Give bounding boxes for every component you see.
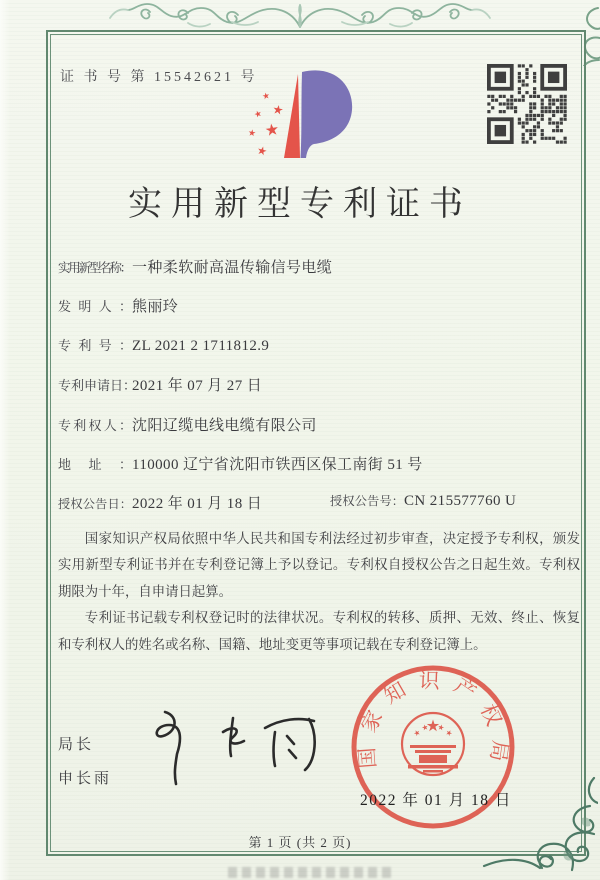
field-row-patent-no — [58, 335, 570, 356]
legal-paragraph-1: 国家知识产权局依照中华人民共和国专利法经过初步审查，决定授予专利权，颁发实用新型专利证书并在专利登记簿上予以登记。专利权自授权公告之日起生效。专利权期限为十年，自申请日起算。 — [58, 531, 580, 599]
field-value: ZL 2021 2 1711812.9 — [132, 337, 270, 354]
director-name: 申长雨 — [58, 771, 113, 787]
field-row-grant — [58, 492, 570, 513]
field-label: 专利权人： — [58, 417, 132, 433]
grant-no-value: CN 215577760 U — [404, 493, 517, 510]
field-label: 发明人： — [58, 299, 132, 315]
national-emblem-icon — [402, 713, 464, 775]
cnipa-logo-icon — [240, 66, 360, 166]
seal-text: 国家知识产权局 — [353, 668, 513, 775]
grant-no-label: 授权公告号： — [330, 494, 404, 509]
field-row-patentee — [58, 414, 570, 435]
certificate-title: 实用新型专利证书 — [128, 186, 472, 223]
page-number: 第 1 页 (共 2 页) — [248, 835, 352, 850]
field-value: 熊丽玲 — [132, 299, 179, 316]
scan-edge-shading — [0, 0, 10, 880]
cutoff-watermark — [228, 867, 396, 878]
legal-paragraph-2: 专利证书记载专利权登记时的法律状况。专利权的转移、质押、无效、终止、恢复和专利权人的姓名或名称、国籍、地址变更等事项记载在专利登记簿上。 — [58, 610, 580, 652]
legal-text — [58, 526, 580, 658]
director-title: 局长 — [58, 737, 95, 753]
grant-no-pair — [330, 492, 516, 510]
field-value: 沈阳辽缆电线电缆有限公司 — [132, 417, 317, 434]
director-signature — [135, 700, 345, 800]
field-label: 专利号： — [58, 337, 132, 353]
field-list — [58, 256, 570, 532]
seal-date: 2022 年 01 月 18 日 — [360, 792, 512, 809]
field-label: 实用新型名称： — [58, 261, 131, 275]
field-value: 一种柔软耐高温传输信号电缆 — [132, 260, 333, 276]
field-value: 110000 辽宁省沈阳市铁西区保工南街 51 号 — [132, 456, 423, 473]
field-label: 专利申请日： — [58, 378, 137, 394]
qr-code — [487, 64, 567, 144]
field-row-address — [58, 453, 570, 474]
field-label: 地址： — [58, 456, 132, 472]
field-row-name — [58, 256, 570, 277]
field-value: 2021 年 07 月 27 日 — [132, 378, 263, 395]
certificate-number: 证 书 号 第 15542621 号 — [60, 70, 258, 85]
grant-date-value: 2022 年 01 月 18 日 — [132, 496, 263, 513]
grant-date-label: 授权公告日： — [58, 497, 132, 512]
official-seal — [338, 652, 528, 842]
top-ornament-band — [0, 0, 600, 30]
field-row-inventor — [58, 295, 570, 316]
field-row-filing-date — [58, 374, 570, 395]
top-right-ornament — [548, 4, 600, 66]
